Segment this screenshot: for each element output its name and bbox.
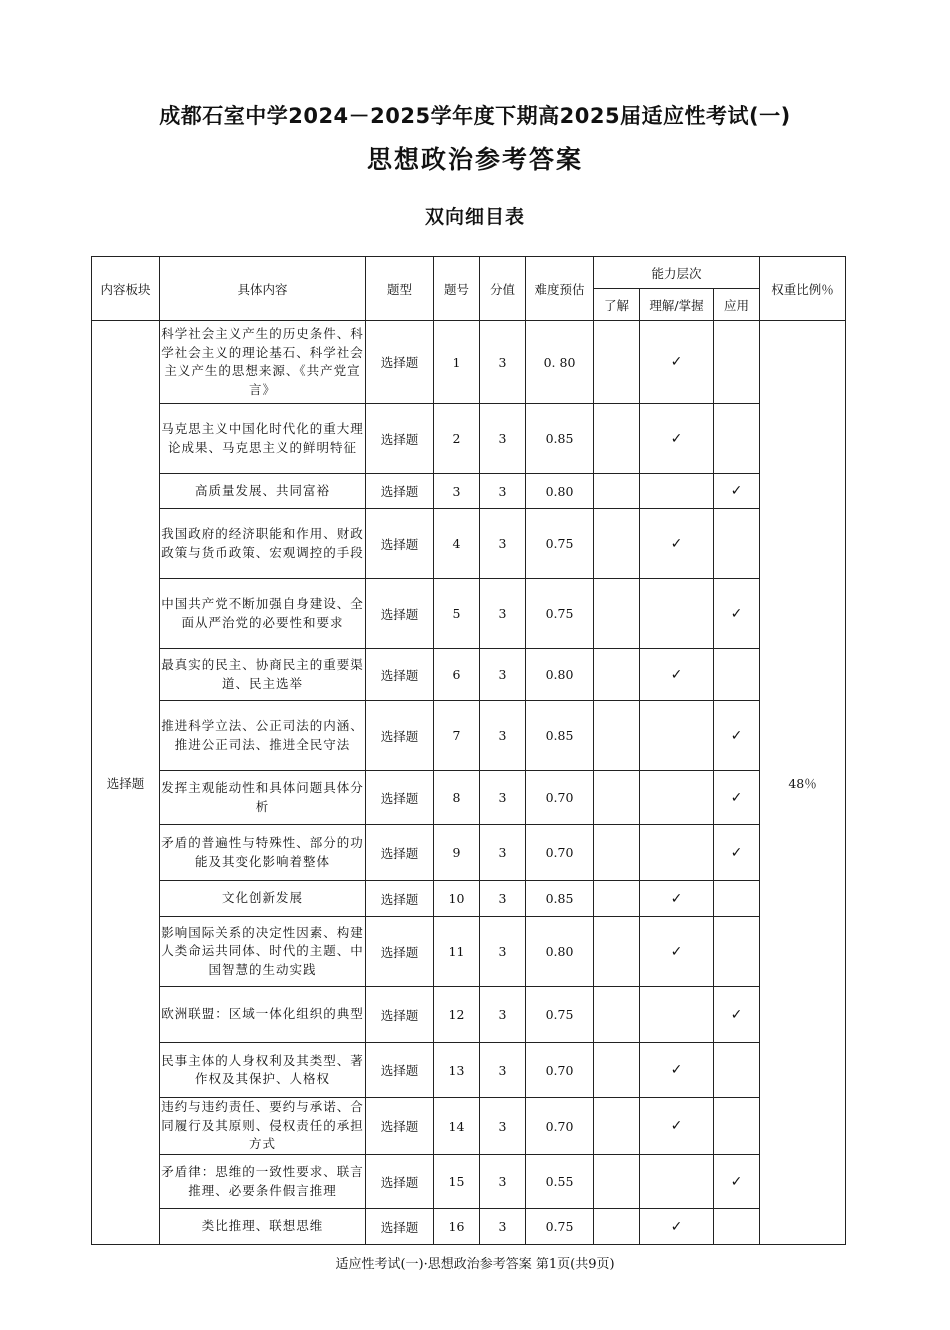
type-cell: 选择题: [366, 1098, 434, 1155]
table-row: [92, 917, 846, 987]
content-cell: 推进科学立法、公正司法的内涵、推进公正司法、推进全民守法: [160, 701, 366, 771]
content-cell: 马克思主义中国化时代化的重大理论成果、马克思主义的鲜明特征: [160, 404, 366, 474]
content-cell: 发挥主观能动性和具体问题具体分析: [160, 771, 366, 825]
type-cell: 选择题: [366, 1155, 434, 1209]
ability-apply-cell: [714, 917, 760, 987]
content-cell: 类比推理、联想思维: [160, 1209, 366, 1245]
content-cell: 违约与违约责任、要约与承诺、合同履行及其原则、侵权责任的承担方式: [160, 1098, 366, 1155]
ability-grasp-cell: [640, 404, 714, 474]
score-cell: 3: [480, 1209, 526, 1245]
score-cell: 3: [480, 917, 526, 987]
content-cell: 欧洲联盟：区域一体化组织的典型: [160, 987, 366, 1043]
score-cell: 3: [480, 321, 526, 404]
type-cell: 选择题: [366, 1209, 434, 1245]
difficulty-cell: 0.85: [526, 881, 594, 917]
ability-grasp-cell: [640, 1098, 714, 1155]
number-cell: 13: [434, 1043, 480, 1098]
table-row: [92, 1098, 846, 1155]
ability-grasp-cell: [640, 881, 714, 917]
check-mark-icon: ✓: [730, 605, 743, 622]
number-cell: 6: [434, 649, 480, 701]
check-mark-icon: ✓: [670, 666, 683, 683]
ability-understand-cell: [594, 917, 640, 987]
type-cell: 选择题: [366, 321, 434, 404]
type-cell: 选择题: [366, 1043, 434, 1098]
ability-understand-cell: [594, 1043, 640, 1098]
check-mark-icon: ✓: [730, 844, 743, 861]
difficulty-cell: 0.80: [526, 649, 594, 701]
ability-understand-cell: [594, 649, 640, 701]
type-cell: 选择题: [366, 881, 434, 917]
table-row: [92, 474, 846, 509]
ability-understand-cell: [594, 771, 640, 825]
number-cell: 14: [434, 1098, 480, 1155]
spec-table: [91, 256, 846, 1245]
type-cell: 选择题: [366, 649, 434, 701]
number-cell: 8: [434, 771, 480, 825]
ability-grasp-cell: [640, 321, 714, 404]
ability-understand-cell: [594, 1098, 640, 1155]
check-mark-icon: ✓: [730, 1006, 743, 1023]
check-mark-icon: ✓: [730, 727, 743, 744]
number-cell: 15: [434, 1155, 480, 1209]
type-cell: 选择题: [366, 701, 434, 771]
check-mark-icon: ✓: [730, 789, 743, 806]
content-cell: 矛盾的普遍性与特殊性、部分的功能及其变化影响着整体: [160, 825, 366, 881]
difficulty-cell: 0.70: [526, 825, 594, 881]
header-difficulty: 难度预估: [526, 257, 594, 321]
number-cell: 16: [434, 1209, 480, 1245]
document-subtitle: 思想政治参考答案: [366, 145, 583, 174]
number-cell: 7: [434, 701, 480, 771]
check-mark-icon: ✓: [670, 1118, 683, 1134]
ability-understand-cell: [594, 404, 640, 474]
header-type: 题型: [366, 257, 434, 321]
ability-apply-cell: [714, 404, 760, 474]
header-module: 内容板块: [92, 257, 160, 321]
ability-grasp-cell: [640, 649, 714, 701]
content-cell: 科学社会主义产生的历史条件、科学社会主义的理论基石、科学社会主义产生的思想来源、《共产党宣言》: [160, 321, 366, 404]
number-cell: 3: [434, 474, 480, 509]
ability-understand-cell: [594, 509, 640, 579]
content-cell: 影响国际关系的决定性因素、构建人类命运共同体、时代的主题、中国智慧的生动实践: [160, 917, 366, 987]
difficulty-cell: 0.80: [526, 474, 594, 509]
check-mark-icon: ✓: [730, 483, 743, 499]
number-cell: 1: [434, 321, 480, 404]
module-cell: 选择题: [92, 321, 160, 1245]
ability-apply-cell: [714, 1043, 760, 1098]
check-mark-icon: ✓: [670, 943, 683, 960]
ability-apply-cell: [714, 881, 760, 917]
difficulty-cell: 0.70: [526, 1043, 594, 1098]
ability-grasp-cell: [640, 987, 714, 1043]
ability-grasp-cell: [640, 1155, 714, 1209]
number-cell: 2: [434, 404, 480, 474]
number-cell: 4: [434, 509, 480, 579]
ability-apply-cell: [714, 474, 760, 509]
number-cell: 5: [434, 579, 480, 649]
difficulty-cell: 0.80: [526, 917, 594, 987]
ability-understand-cell: [594, 881, 640, 917]
header-weight: 权重比例％: [760, 257, 846, 321]
check-mark-icon: ✓: [730, 1173, 743, 1190]
table-row: [92, 509, 846, 579]
ability-apply-cell: [714, 1098, 760, 1155]
content-cell: 文化创新发展: [160, 881, 366, 917]
type-cell: 选择题: [366, 509, 434, 579]
ability-grasp-cell: [640, 509, 714, 579]
difficulty-cell: 0.85: [526, 404, 594, 474]
ability-apply-cell: [714, 825, 760, 881]
type-cell: 选择题: [366, 579, 434, 649]
ability-grasp-cell: [640, 771, 714, 825]
ability-understand-cell: [594, 321, 640, 404]
difficulty-cell: 0.75: [526, 1209, 594, 1245]
number-cell: 9: [434, 825, 480, 881]
ability-understand-cell: [594, 1155, 640, 1209]
check-mark-icon: ✓: [670, 1062, 683, 1078]
score-cell: 3: [480, 509, 526, 579]
table-row: [92, 987, 846, 1043]
number-cell: 10: [434, 881, 480, 917]
table-row: [92, 1043, 846, 1098]
type-cell: 选择题: [366, 474, 434, 509]
content-cell: 我国政府的经济职能和作用、财政政策与货币政策、宏观调控的手段: [160, 509, 366, 579]
check-mark-icon: ✓: [670, 1218, 683, 1235]
score-cell: 3: [480, 579, 526, 649]
ability-apply-cell: [714, 649, 760, 701]
table-body: [92, 321, 846, 1245]
check-mark-icon: ✓: [670, 430, 683, 447]
header-ability-apply: 应用: [714, 289, 760, 321]
score-cell: 3: [480, 881, 526, 917]
ability-grasp-cell: [640, 701, 714, 771]
type-cell: 选择题: [366, 987, 434, 1043]
difficulty-cell: 0.55: [526, 1155, 594, 1209]
difficulty-cell: 0.85: [526, 701, 594, 771]
ability-grasp-cell: [640, 917, 714, 987]
ability-grasp-cell: [640, 1043, 714, 1098]
score-cell: 3: [480, 771, 526, 825]
check-mark-icon: ✓: [670, 354, 683, 370]
score-cell: 3: [480, 404, 526, 474]
score-cell: 3: [480, 649, 526, 701]
ability-understand-cell: [594, 579, 640, 649]
difficulty-cell: 0. 80: [526, 321, 594, 404]
document-title: 成都石室中学2024－2025学年度下期高2025届适应性考试(一): [159, 104, 791, 128]
ability-grasp-cell: [640, 579, 714, 649]
type-cell: 选择题: [366, 404, 434, 474]
score-cell: 3: [480, 1098, 526, 1155]
ability-understand-cell: [594, 474, 640, 509]
ability-apply-cell: [714, 1155, 760, 1209]
table-row: [92, 825, 846, 881]
page-footer: 适应性考试(一)·思想政治参考答案 第1页(共9页): [335, 1257, 615, 1272]
number-cell: 11: [434, 917, 480, 987]
difficulty-cell: 0.75: [526, 509, 594, 579]
table-row: [92, 579, 846, 649]
type-cell: 选择题: [366, 771, 434, 825]
weight-cell: 48％: [760, 321, 846, 1245]
ability-apply-cell: [714, 321, 760, 404]
header-score: 分值: [480, 257, 526, 321]
content-cell: 最真实的民主、协商民主的重要渠道、民主选举: [160, 649, 366, 701]
ability-grasp-cell: [640, 474, 714, 509]
content-cell: 中国共产党不断加强自身建设、全面从严治党的必要性和要求: [160, 579, 366, 649]
header-content: 具体内容: [160, 257, 366, 321]
difficulty-cell: 0.70: [526, 771, 594, 825]
ability-understand-cell: [594, 987, 640, 1043]
table-row: [92, 701, 846, 771]
score-cell: 3: [480, 701, 526, 771]
check-mark-icon: ✓: [670, 535, 683, 552]
content-cell: 民事主体的人身权利及其类型、著作权及其保护、人格权: [160, 1043, 366, 1098]
content-cell: 高质量发展、共同富裕: [160, 474, 366, 509]
section-title: 双向细目表: [424, 206, 525, 228]
ability-apply-cell: [714, 509, 760, 579]
score-cell: 3: [480, 1155, 526, 1209]
ability-understand-cell: [594, 701, 640, 771]
ability-understand-cell: [594, 825, 640, 881]
ability-apply-cell: [714, 701, 760, 771]
table-row: [92, 404, 846, 474]
check-mark-icon: ✓: [670, 890, 683, 907]
ability-apply-cell: [714, 1209, 760, 1245]
ability-understand-cell: [594, 1209, 640, 1245]
content-cell: 矛盾律：思维的一致性要求、联言推理、必要条件假言推理: [160, 1155, 366, 1209]
ability-apply-cell: [714, 987, 760, 1043]
table-row: [92, 649, 846, 701]
ability-apply-cell: [714, 771, 760, 825]
difficulty-cell: 0.75: [526, 987, 594, 1043]
header-ability-grasp: 理解/掌握: [640, 289, 714, 321]
type-cell: 选择题: [366, 825, 434, 881]
table-row: [92, 1155, 846, 1209]
difficulty-cell: 0.70: [526, 1098, 594, 1155]
table-row: [92, 881, 846, 917]
score-cell: 3: [480, 1043, 526, 1098]
ability-apply-cell: [714, 579, 760, 649]
header-number: 题号: [434, 257, 480, 321]
score-cell: 3: [480, 825, 526, 881]
table-row: [92, 321, 846, 404]
header-ability-understand: 了解: [594, 289, 640, 321]
difficulty-cell: 0.75: [526, 579, 594, 649]
table-row: [92, 1209, 846, 1245]
header-ability: 能力层次: [594, 257, 760, 289]
score-cell: 3: [480, 474, 526, 509]
score-cell: 3: [480, 987, 526, 1043]
number-cell: 12: [434, 987, 480, 1043]
type-cell: 选择题: [366, 917, 434, 987]
ability-grasp-cell: [640, 825, 714, 881]
ability-grasp-cell: [640, 1209, 714, 1245]
table-row: [92, 771, 846, 825]
